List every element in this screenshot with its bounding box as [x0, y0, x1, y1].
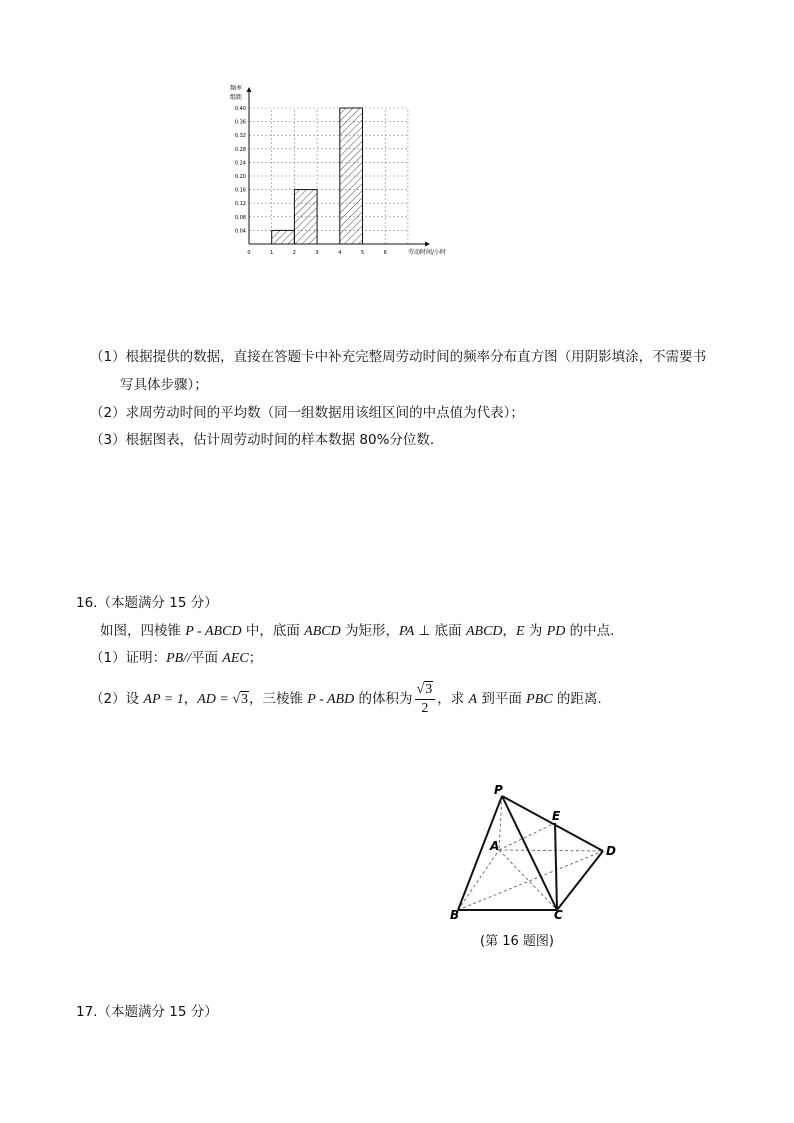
q16-part2-ap: AP = 1	[143, 692, 184, 707]
histogram-y-tick-label: 0.36	[234, 119, 246, 126]
histogram-y-tick-label: 0.12	[234, 201, 246, 208]
q16-intro-a: 如图，四棱锥	[100, 623, 186, 639]
q15-part1	[90, 347, 706, 367]
q15-part2-text: 求周劳动时间的平均数（同一组数据用该组区间的中点值为代表）；	[125, 405, 524, 421]
label-d: D	[606, 844, 616, 858]
q16-e: E	[516, 624, 525, 639]
histogram-x-tick-labels	[247, 250, 386, 256]
histogram-axes	[247, 87, 431, 247]
q16-part2-pabd: P - ABD	[307, 692, 355, 707]
q16-part1-c: ；	[248, 650, 263, 666]
q16-perp-symbol: ⊥	[414, 623, 435, 639]
histogram-x-tick-label: 4	[338, 250, 342, 256]
q16-part2-pbc: PBC	[526, 692, 553, 707]
q16-part2-volume-fraction: $\frac{√3}{2}$	[415, 681, 436, 718]
label-a: A	[490, 839, 500, 853]
histogram-y-tick-label: 0.04	[234, 228, 246, 235]
q16-pyramid: P - ABCD	[185, 624, 242, 639]
q15-part2	[90, 403, 524, 423]
label-p: P	[494, 783, 503, 797]
q16-part1-aec: AEC	[222, 651, 249, 666]
histogram-x-axis-label: 劳动时间/小时	[408, 249, 447, 256]
q16-base: ABCD	[304, 624, 341, 639]
histogram-x-tick-label: 0	[247, 250, 251, 256]
q16-part2-number: （2）	[90, 691, 126, 707]
q16-part2	[90, 678, 602, 721]
q16-part1-pb: PB//	[166, 651, 191, 666]
label-e: E	[552, 809, 561, 823]
q16-intro-b: 中，底面	[241, 623, 305, 639]
q16-intro-g: 的中点.	[565, 623, 615, 639]
q15-part1-text-b: 写具体步骤）；	[120, 377, 208, 393]
q16-part2-ad: AD =	[197, 692, 233, 707]
q15-part1-cont	[120, 375, 208, 395]
label-c: C	[554, 908, 563, 922]
q15-part3-text: 根据图表，估计周劳动时间的样本数据 80%分位数.	[125, 432, 435, 448]
histogram-y-tick-label: 0.16	[234, 187, 246, 194]
histogram-x-tick-label: 1	[270, 250, 274, 256]
q16-base2: ABCD	[465, 624, 503, 639]
histogram-x-tick-label: 5	[360, 250, 365, 256]
q16-pd: PD	[546, 624, 566, 639]
q16-intro	[100, 621, 614, 642]
q16-part2-b: ，	[183, 691, 198, 707]
q16-part1-number: （1）	[90, 650, 126, 666]
q16-part2-g: 的距离.	[552, 691, 602, 707]
histogram-bar	[272, 230, 295, 244]
histogram-grid	[249, 108, 408, 244]
q16-part2-d: 的体积为	[354, 691, 413, 707]
histogram-y-tick-label: 0.20	[234, 174, 246, 180]
q15-part3	[90, 430, 434, 450]
q16-part1-b: 平面	[190, 650, 223, 666]
histogram-x-tick-label: 3	[315, 250, 319, 256]
histogram-y-label-line1: 频率	[230, 85, 243, 92]
q16-intro-f: 为	[524, 623, 547, 639]
q16-part2-f: 到平面	[477, 691, 527, 707]
q15-part2-number: （2）	[90, 405, 126, 421]
q16-part2-fraction-numerator: 3	[425, 681, 433, 697]
histogram-bar	[294, 190, 317, 244]
histogram-y-tick-label: 0.32	[234, 133, 246, 140]
label-b: B	[450, 908, 460, 922]
histogram-y-label-line2: 组距	[230, 94, 243, 101]
histogram-bar	[340, 108, 363, 244]
q15-part1-number: （1）	[90, 349, 126, 365]
q16-part1	[90, 648, 262, 669]
q16-part2-a: 设	[125, 691, 144, 707]
histogram-y-tick-label: 0.24	[234, 160, 246, 167]
histogram-y-tick-labels	[235, 106, 246, 234]
q16-header: 16.（本题满分 15 分）	[76, 595, 218, 611]
q16-intro-c: 为矩形，	[340, 623, 400, 639]
q16-part2-sqrt3-radicand: 3	[241, 692, 248, 707]
histogram-y-tick-label: 0.28	[234, 146, 246, 153]
histogram-x-tick-label: 2	[292, 250, 296, 256]
q16-part2-fraction-denominator: 2	[421, 700, 429, 716]
histogram-y-tick-label: 0.40	[234, 106, 246, 112]
q16-part2-point-a: A	[468, 692, 478, 707]
pyramid-figure	[440, 780, 630, 930]
histogram-x-tick-label: 6	[383, 250, 387, 256]
q16-part2-c: ，三棱锥	[249, 691, 308, 707]
q16-part2-sqrt3: √3	[232, 692, 248, 707]
q15-part3-number: （3）	[90, 432, 126, 448]
q17-header: 17.（本题满分 15 分）	[76, 1004, 218, 1020]
q16-intro-d: 底面	[434, 623, 466, 639]
frequency-histogram	[220, 78, 460, 263]
pyramid-visible-edges	[458, 796, 603, 910]
q15-part1-text-a: 根据提供的数据，直接在答题卡中补充完整周劳动时间的频率分布直方图（用阴影填涂，不需要书	[125, 349, 707, 365]
histogram-y-tick-label: 0.08	[234, 214, 246, 221]
q16-pa: PA	[399, 624, 415, 639]
q16-part2-e: ，求	[437, 691, 469, 707]
q16-intro-e: ，	[502, 623, 517, 639]
q16-part1-a: 证明：	[125, 650, 167, 666]
figure-caption: (第 16 题图)	[480, 934, 554, 949]
